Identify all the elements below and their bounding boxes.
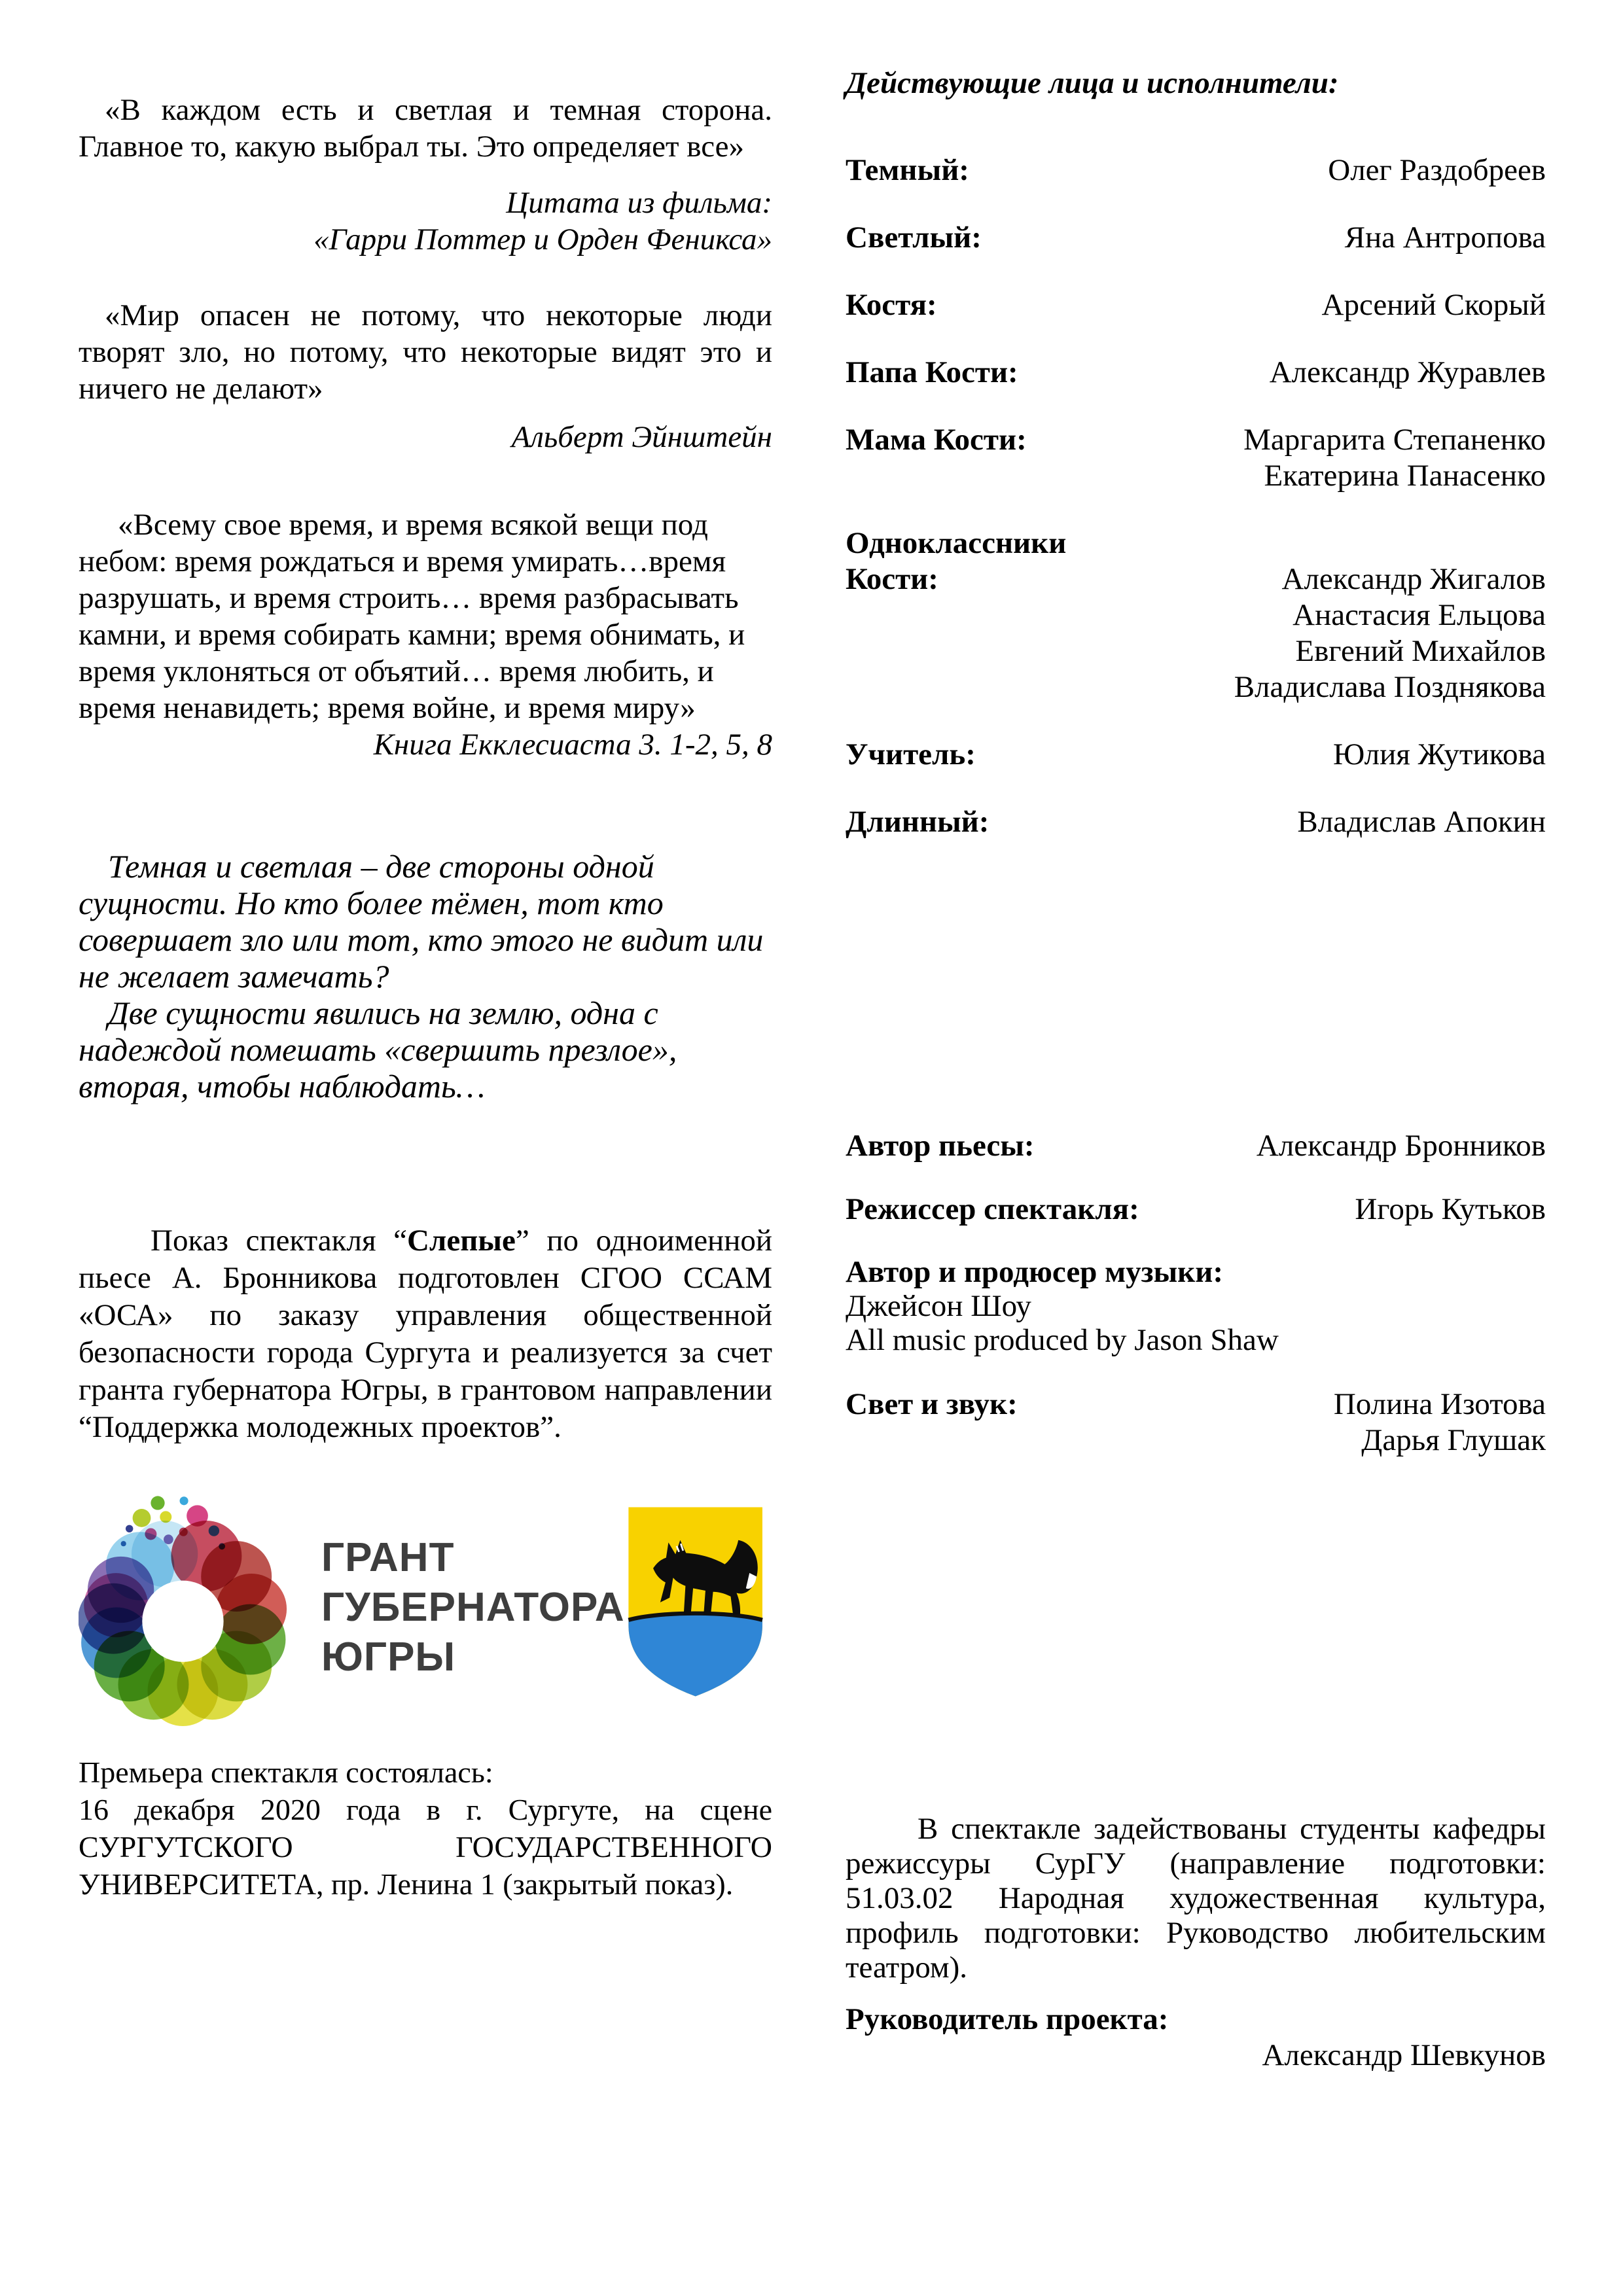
cast-row-uchitel xyxy=(846,737,1546,773)
credit-name: Игорь Кутьков xyxy=(1355,1192,1546,1226)
credit-name: Дарья Глушак xyxy=(1361,1423,1546,1457)
play-title: Слепые xyxy=(407,1224,516,1258)
quote-1-source-line-2: «Гарри Поттер и Орден Феникса» xyxy=(313,222,772,256)
cast-role: Папа Кости: xyxy=(846,355,1018,389)
premiere-block xyxy=(79,1754,772,1903)
grant-logo-text-line-1: ГРАНТ xyxy=(321,1535,455,1580)
cast-list xyxy=(846,152,1546,840)
cast-name: Олег Раздобреев xyxy=(1328,153,1546,187)
surgut-coat-of-arms-icon xyxy=(625,1494,766,1710)
quote-2-text: «Мир опасен не потому, что некоторые люди творят зло, но потому, что некоторые видят это и ничего не делают» xyxy=(79,298,772,406)
credit-role: Автор пьесы: xyxy=(846,1129,1035,1163)
show-description-suffix: ” по одноименной пьесе А. Бронникова подготовлен СГОО ССАМ «ОСА» по заказу управления общественной безопасности города Сургута и реализуется за счет гранта губернатора Югры, в грантовом направлении “Поддержка молодежных проектов”. xyxy=(79,1224,773,1444)
cast-name: Маргарита Степаненко xyxy=(1243,423,1546,457)
essay-paragraph-2: Две сущности явились на землю, одна с надеждой помешать «свершить презлое», вторая, чтобы наблюдать… xyxy=(79,995,677,1104)
grant-logo-icon xyxy=(79,1482,290,1744)
logos-row xyxy=(79,1482,772,1744)
cast-name: Владислав Апокин xyxy=(1297,805,1546,839)
show-description xyxy=(79,1222,772,1446)
quote-1-source-line-1: Цитата из фильма: xyxy=(506,186,772,220)
project-lead-label: Руководитель проекта: xyxy=(846,2002,1169,2036)
credits-block xyxy=(846,1128,1546,1458)
cast-row-temny xyxy=(846,152,1546,188)
cast-name: Екатерина Панасенко xyxy=(1264,459,1546,493)
credit-role: Свет и звук: xyxy=(846,1387,1018,1421)
cast-header: Действующие лица и исполнители: xyxy=(846,66,1339,100)
cast-role: Светлый: xyxy=(846,221,982,255)
cast-role: Костя: xyxy=(846,288,937,322)
quote-3-text: «Всему свое время, и время всякой вещи под небом: время рождаться и время умирать…время разрушать, и время строить… время разбрасывать камни, и время собирать камни; время обнимать, и время уклоняться от объятий… время любить, и время ненавидеть; время войне, и время миру» xyxy=(79,508,745,725)
cast-row-svetly xyxy=(846,220,1546,256)
credit-name: Полина Изотова xyxy=(1333,1387,1546,1421)
music-block xyxy=(846,1255,1546,1357)
music-credit-en: All music produced by Jason Shaw xyxy=(846,1323,1279,1357)
grant-logo-text-line-3: ЮГРЫ xyxy=(321,1634,456,1680)
quote-1-text: «В каждом есть и светлая и темная сторона. Главное то, какую выбрал ты. Это определяет все» xyxy=(79,93,772,164)
cast-name: Александр Журавлев xyxy=(1269,355,1546,389)
project-lead-name: Александр Шевкунов xyxy=(1262,2038,1546,2072)
students-paragraph: В спектакле задействованы студенты кафедры режиссуры СурГУ (направление подготовки: 51.03.02 Народная художественная культура, профиль подготовки: Руководство любительским театром). xyxy=(846,1812,1546,1985)
cast-role-line-1: Одноклассники xyxy=(846,526,1067,560)
cast-name: Анастасия Ельцова xyxy=(1293,598,1546,632)
essay-paragraph-1: Темная и светлая – две стороны одной сущности. Но кто более тёмен, тот кто совершает зло или тот, кто этого не видит или не желает замечать? xyxy=(79,848,764,995)
music-label: Автор и продюсер музыки: xyxy=(846,1255,1223,1289)
cast-name: Юлия Жутикова xyxy=(1332,737,1546,771)
left-column xyxy=(79,92,772,1903)
grant-logo-text xyxy=(321,1533,625,1682)
credit-role: Режиссер спектакля: xyxy=(846,1192,1139,1226)
quote-2-source: Альберт Эйнштейн xyxy=(511,420,772,454)
cast-name: Евгений Михайлов xyxy=(1295,634,1546,668)
premiere-heading: Премьера спектакля состоялась: xyxy=(79,1756,493,1789)
right-column xyxy=(846,65,1546,2074)
cast-row-kostya xyxy=(846,287,1546,323)
cast-role: Учитель: xyxy=(846,737,976,771)
essay-block xyxy=(79,848,772,1104)
cast-row-mama-kosti xyxy=(846,422,1546,494)
credit-row-author xyxy=(846,1128,1546,1164)
quote-3-source: Книга Екклесиаста 3. 1-2, 5, 8 xyxy=(373,728,772,762)
cast-role-line-2: Кости: xyxy=(846,562,938,596)
cast-name: Владислава Позднякова xyxy=(1234,670,1546,704)
cast-row-papa-kosti xyxy=(846,355,1546,391)
music-composer: Джейсон Шоу xyxy=(846,1289,1031,1323)
credit-name: Александр Бронников xyxy=(1256,1129,1546,1163)
cast-name: Александр Жигалов xyxy=(1281,562,1546,596)
credit-row-director xyxy=(846,1192,1546,1227)
project-lead-block xyxy=(846,2002,1546,2074)
cast-name: Яна Антропова xyxy=(1344,221,1546,255)
cast-name: Арсений Скорый xyxy=(1321,288,1546,322)
grant-logo-text-line-2: ГУБЕРНАТОРА xyxy=(321,1585,625,1630)
cast-role: Мама Кости: xyxy=(846,423,1027,457)
light-sound-row xyxy=(846,1386,1546,1458)
show-description-prefix: Показ спектакля “ xyxy=(151,1224,408,1258)
premiere-details: 16 декабря 2020 года в г. Сургуте, на сцене СУРГУТСКОГО ГОСУДАРСТВЕННОГО УНИВЕРСИТЕТА, пр. Ленина 1 (закрытый показ). xyxy=(79,1793,772,1901)
cast-row-odnoklassniki xyxy=(846,525,1546,705)
cast-role: Темный: xyxy=(846,153,969,187)
cast-role: Длинный: xyxy=(846,805,990,839)
cast-row-dlinny xyxy=(846,804,1546,840)
